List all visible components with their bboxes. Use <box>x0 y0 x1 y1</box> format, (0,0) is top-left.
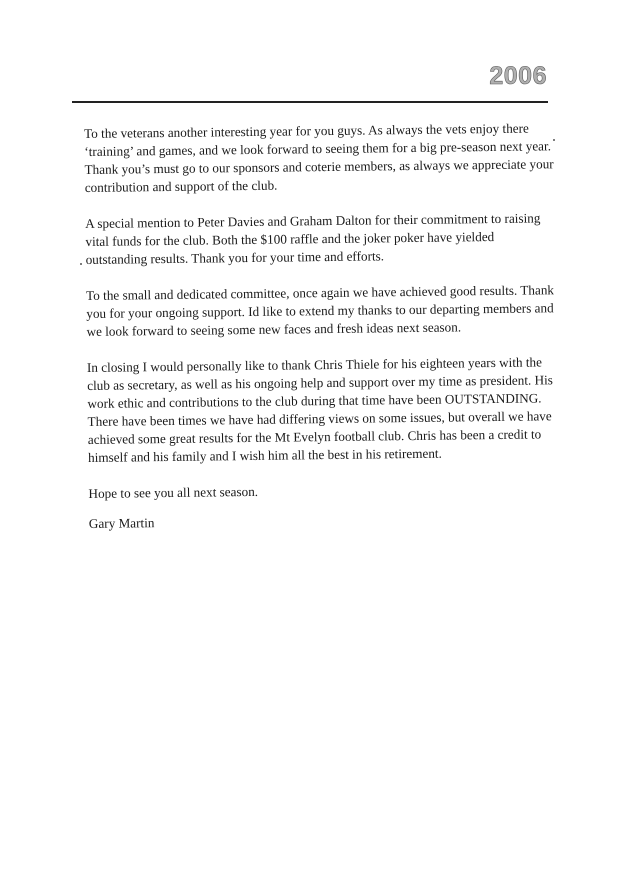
signature: Gary Martin <box>88 515 155 531</box>
scan-speck <box>553 139 555 141</box>
closing-line: Hope to see you all next season. <box>88 483 259 501</box>
paragraph-closing-thanks: In closing I would personally like to thank Chris Thiele for his eighteen years with the club as secretary, as well as his ongoing help and support over my time as president. His work ethic and contributions to the club during that time have been OUTSTANDING. There have been times we have had differing views on some issues, but overall we have achieved some great results for the Mt Evelyn football club. Chris has been a credit to himself and his family and I wish him all the best in his retirement. <box>86 354 553 465</box>
letter-body <box>84 119 561 551</box>
paragraph-special-mention: A special mention to Peter Davies and Graham Dalton for their commitment to raising vital funds for the club. Both the $100 raffle and the joker poker have yielded outstanding results. Thank you for your time and efforts. <box>85 210 541 267</box>
paragraph-committee: To the small and dedicated committee, once again we have achieved good results. Thank you for your ongoing support. Id like to extend my thanks to our departing members and we look forward to seeing some new faces and fresh ideas next season. <box>85 282 555 339</box>
year-heading: 2006 <box>489 62 547 90</box>
paragraph-veterans: To the veterans another interesting year for you guys. As always the vets enjoy there ‘training’ and games, and we look forward to seeing them for a big pre-season next year. Thank you’s must go to our sponsors and coterie members, as always we appreciate your contribution and support of the club. <box>84 120 554 195</box>
scan-speck <box>80 263 82 265</box>
header-divider <box>72 101 548 103</box>
